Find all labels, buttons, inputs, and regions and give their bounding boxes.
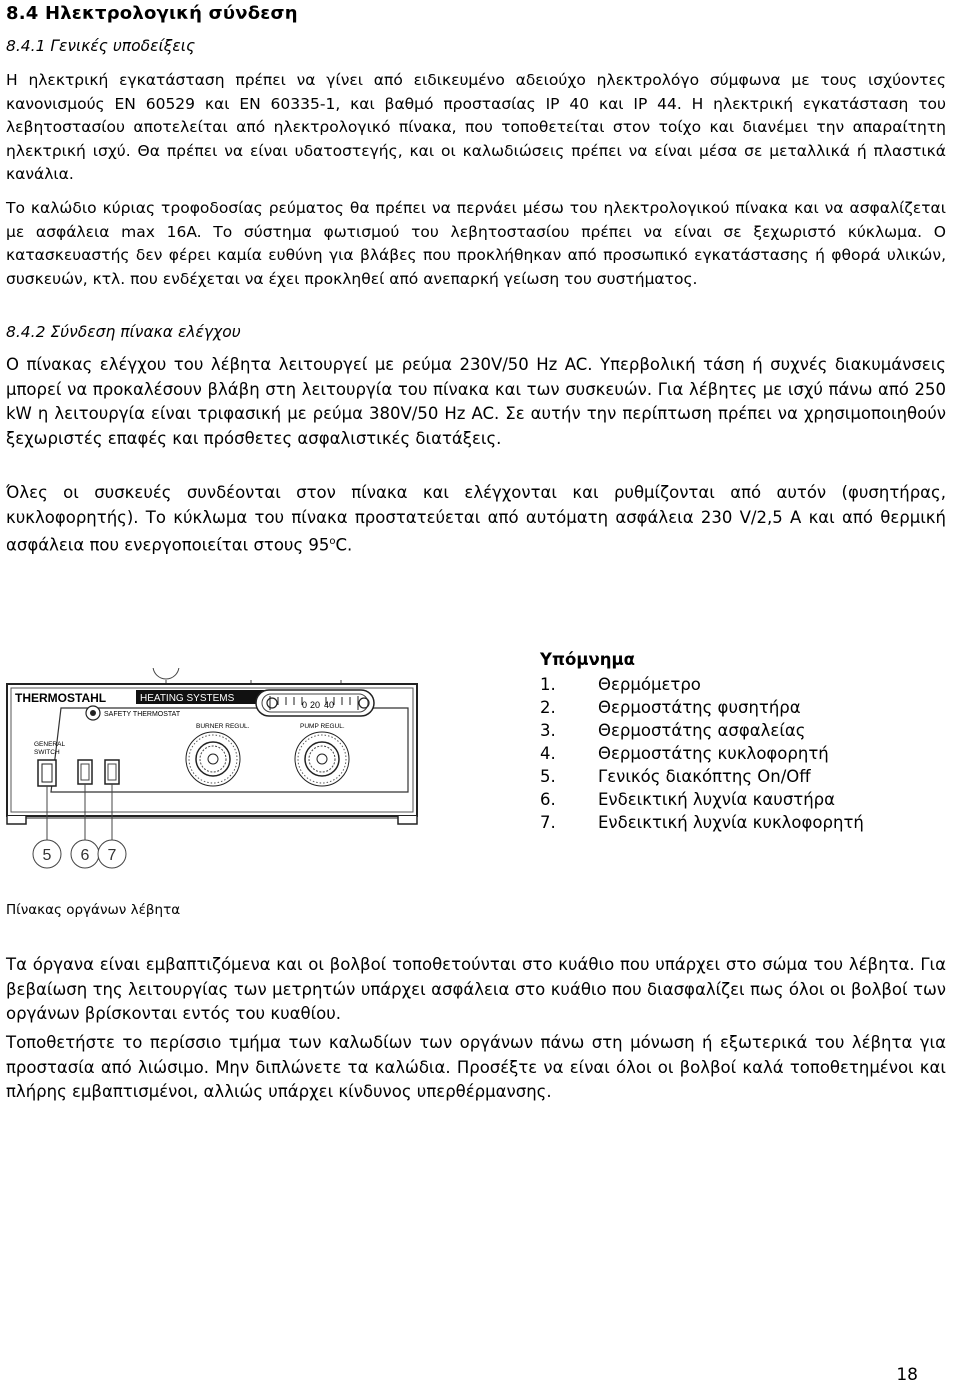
legend-title: Υπόμνημα <box>540 650 635 669</box>
pump-thermostat-knob <box>295 732 349 786</box>
figure-caption: Πίνακας οργάνων λέβητα <box>6 902 181 918</box>
pump-regul-label: PUMP REGUL. <box>300 723 345 730</box>
callout-6: 6 <box>80 847 90 864</box>
burner-indicator-lamp <box>78 760 92 784</box>
legend-item: 6. Ενδεικτική λυχνία καυστήρα <box>540 790 836 809</box>
callout-5: 5 <box>42 847 52 864</box>
burner-thermostat-knob <box>186 732 240 786</box>
subsection-heading-panel: 8.4.2 Σύνδεση πίνακα ελέγχου <box>6 323 241 341</box>
gauge-tick-40: 40 <box>324 700 335 710</box>
panel-brand-sub: HEATING SYSTEMS <box>140 693 235 704</box>
pump-indicator-lamp <box>105 760 119 784</box>
control-panel-drawing <box>6 668 426 874</box>
switch-label: SWITCH <box>34 749 60 756</box>
paragraph-installation: Η ηλεκτρική εγκατάσταση πρέπει να γίνει από ειδικευμένο αδειούχο ηλεκτρολόγο σύμφωνα με τους ισχύοντες κανονισμούς EN 60529 και EN 60335-1, και βαθμό προστασίας IP 40 και IP 44. Η ηλεκτρική εγκατάσταση του λεβητοστασίου αποτελείται από ηλεκτρολογικό πίνακα, που τοποθετείται στον τοίχο και διανέμει την απαραίτητη ηλεκτρική ισχύ. Θα πρέπει να είναι υδατοστεγής, και οι καλωδιώσεις πρέπει να είναι μέσα σε μεταλλικά ή πλαστικά κανάλια. <box>6 71 946 183</box>
callout-7: 7 <box>107 847 117 864</box>
panel-brand: THERMOSTAHL <box>15 691 107 705</box>
gauge-tick-20: 20 <box>310 700 321 710</box>
legend-item: 1. Θερμόμετρο <box>540 675 701 694</box>
general-switch <box>38 760 56 786</box>
paragraph-devices: Όλες οι συσκευές συνδέονται στον πίνακα και ελέγχονται και ρυθμίζονται από αυτόν (φυσητήρας, κυκλοφορητής). Το κύκλωμα του πίνακα προστατεύεται από αυτόματη ασφάλεια 230 V/2,5 A και από θερμική ασφάλεια που ενεργοποιείται στους 95$^o$C. <box>6 483 946 555</box>
legend-item: 7. Ενδεικτική λυχνία κυκλοφορητή <box>540 813 864 832</box>
legend-item: 2. Θερμοστάτης φυσητήρα <box>540 698 801 717</box>
gauge-tick-0: 0 <box>302 700 308 710</box>
page-number: 18 <box>896 1365 918 1385</box>
legend <box>540 648 864 834</box>
legend-item: 3. Θερμοστάτης ασφαλείας <box>540 721 806 740</box>
safety-thermostat-label: SAFETY THERMOSTAT <box>104 711 181 718</box>
legend-item: 4. Θερμοστάτης κυκλοφορητή <box>540 744 829 763</box>
subsection-heading-general: 8.4.1 Γενικές υποδείξεις <box>6 37 196 55</box>
control-panel-figure <box>6 668 426 874</box>
section-heading: 8.4 Ηλεκτρολογική σύνδεση <box>6 3 298 24</box>
legend-item: 5. Γενικός διακόπτης On/Off <box>540 767 811 786</box>
paragraph-panel-power: Ο πίνακας ελέγχου του λέβητα λειτουργεί με ρεύμα 230V/50 Hz AC. Υπερβολική τάση ή συχνές διακυμάνσεις μπορεί να προκαλέσουν βλάβη στη λειτουργία του πίνακα και των συσκευών. Για λέβητες με ισχύ πάνω από 250 kW η λειτουργία είναι τριφασική με ρεύμα 380V/50 Hz AC. Σε αυτήν την περίπτωση πρέπει να χρησιμοποιηθούν ξεχωριστές επαφές και πρόσθετες ασφαλιστικές διατάξεις. <box>6 355 946 448</box>
burner-regul-label: BURNER REGUL. <box>196 723 250 730</box>
paragraph-power-cable: Το καλώδιο κύριας τροφοδοσίας ρεύματος θα πρέπει να περνάει μέσω του ηλεκτρολογικού πίνακα και να ασφαλίζεται με ασφάλεια max 16A. Το σύστημα φωτισμού του λεβητοστασίου πρέπει να είναι σε ξεχωριστό κύκλωμα. Ο κατασκευαστής δεν φέρει καμία ευθύνη για βλάβες που προκλήθηκαν από προσωπικό εγκατάστασης ή φθορά υλικών, συσκευών, κτλ. που ενδέχεται να έχει προκληθεί από ανεπαρκή γείωση του συστήματος. <box>6 199 946 288</box>
paragraph-cables: Τοποθετήστε το περίσσιο τμήμα των καλωδίων των οργάνων πάνω στη μόνωση ή εξωτερικά του λέβητα για προστασία από λιώσιμο. Μην διπλώνετε τα καλώδια. Προσέξτε να είναι όλοι οι βολβοί καλά τοποθετημένοι και πλήρης εμβαπτισμένοι, αλλιώς υπάρχει κίνδυνος υπερθέρμανσης. <box>6 1033 946 1101</box>
general-label: GENERAL <box>34 741 66 748</box>
paragraph-instruments: Τα όργανα είναι εμβαπτιζόμενα και οι βολβοί τοποθετούνται στο κυάθιο που υπάρχει στο σώμα του λέβητα. Για βεβαίωση της λειτουργίας των μετρητών υπάρχει ασφάλεια στο κυάθιο που διασφαλίζει πως όλοι οι βολβοί των οργάνων βρίσκονται εντός του κυαθίου. <box>6 955 946 1023</box>
